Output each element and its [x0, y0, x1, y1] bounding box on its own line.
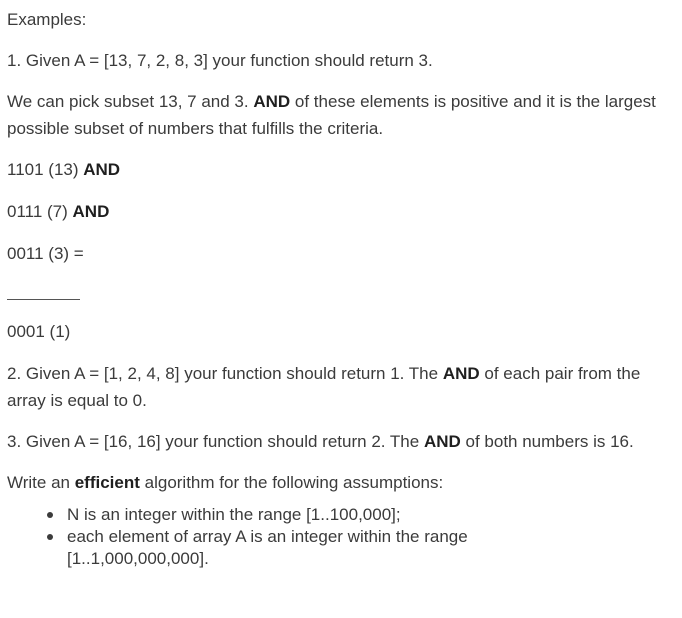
binary-line-3: 0011 (3) = [7, 244, 84, 263]
binary-result: 0001 (1) [7, 322, 71, 341]
and-keyword: AND [253, 92, 291, 111]
example-3-statement [7, 428, 679, 455]
and-keyword: AND [423, 432, 461, 451]
result-divider [7, 282, 682, 309]
binary-line-7 [7, 198, 682, 225]
assumptions-text-post: algorithm for the following assumptions: [139, 473, 444, 492]
example-2-text-pre: 2. Given A = [1, 2, 4, 8] your function should return 1. The [7, 364, 443, 383]
example-1-explanation [7, 88, 679, 142]
assumption-item: each element of array A is an integer within the range [1..1,000,000,000]. [67, 526, 537, 570]
efficient-keyword: efficient [74, 473, 140, 492]
example-2-text-post: of each pair from the array is equal to 0. [7, 364, 641, 410]
examples-heading: Examples: [7, 10, 87, 29]
divider-line [7, 299, 80, 300]
and-operator: AND [83, 160, 121, 179]
example-1-statement: 1. Given A = [13, 7, 2, 8, 3] your function should return 3. [7, 51, 433, 70]
binary-value: 0111 (7) [7, 202, 73, 221]
assumptions-intro [7, 469, 682, 496]
binary-value: 1101 (13) [7, 160, 84, 179]
and-operator: AND [72, 202, 110, 221]
and-keyword: AND [442, 364, 480, 383]
example-3-text-pre: 3. Given A = [16, 16] your function should return 2. The [7, 432, 424, 451]
binary-line-13 [7, 156, 682, 183]
example-3-text-post: of both numbers is 16. [460, 432, 634, 451]
example-2-statement [7, 360, 679, 414]
explanation-text-post: of these elements is positive and it is the largest possible subset of numbers that fulfills the criteria. [7, 92, 656, 138]
explanation-text-pre: We can pick subset 13, 7 and 3. [7, 92, 254, 111]
assumptions-list [7, 504, 682, 570]
assumption-item: N is an integer within the range [1..100,000]; [67, 504, 682, 526]
assumptions-text-pre: Write an [7, 473, 75, 492]
